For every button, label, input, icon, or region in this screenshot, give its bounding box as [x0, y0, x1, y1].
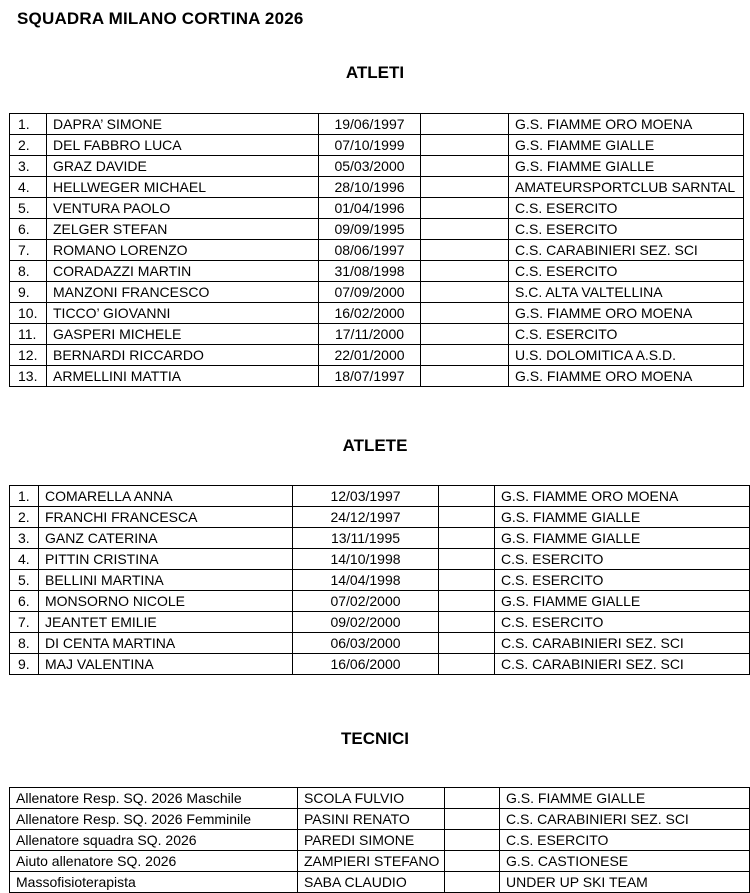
birth-date: 08/06/1997: [319, 240, 421, 261]
athlete-name: DI CENTA MARTINA: [39, 633, 293, 654]
empty-cell: [439, 654, 495, 675]
section-heading-tecnici: TECNICI: [341, 729, 409, 748]
club-name: C.S. ESERCITO: [509, 324, 744, 345]
empty-cell: [421, 177, 509, 198]
table-row: [10, 324, 744, 345]
table-row: [10, 591, 750, 612]
club-name: C.S. ESERCITO: [495, 612, 750, 633]
empty-cell: [421, 366, 509, 387]
club-name: AMATEURSPORTCLUB SARNTAL: [509, 177, 744, 198]
birth-date: 31/08/1998: [319, 261, 421, 282]
table-row: [10, 654, 750, 675]
birth-date: 09/09/1995: [319, 219, 421, 240]
empty-cell: [445, 830, 500, 851]
birth-date: 14/10/1998: [293, 549, 439, 570]
row-number: 4.: [10, 549, 39, 570]
empty-cell: [445, 851, 500, 872]
athlete-name: DEL FABBRO LUCA: [47, 135, 319, 156]
empty-cell: [421, 198, 509, 219]
athlete-name: CORADAZZI MARTIN: [47, 261, 319, 282]
table-row: [10, 219, 744, 240]
athlete-name: PITTIN CRISTINA: [39, 549, 293, 570]
empty-cell: [421, 156, 509, 177]
empty-cell: [439, 486, 495, 507]
table-row: [10, 507, 750, 528]
staff-name: SCOLA FULVIO: [298, 788, 445, 809]
athletes-women-table: [9, 485, 750, 675]
table-row: [10, 486, 750, 507]
table-row: [10, 114, 744, 135]
athlete-name: ARMELLINI MATTIA: [47, 366, 319, 387]
club-name: C.S. CARABINIERI SEZ. SCI: [495, 654, 750, 675]
staff-role: Aiuto allenatore SQ. 2026: [10, 851, 298, 872]
row-number: 8.: [10, 633, 39, 654]
staff-role: Allenatore squadra SQ. 2026: [10, 830, 298, 851]
birth-date: 06/03/2000: [293, 633, 439, 654]
club-name: UNDER UP SKI TEAM: [500, 872, 750, 893]
athlete-name: COMARELLA ANNA: [39, 486, 293, 507]
table-row: [10, 830, 750, 851]
empty-cell: [421, 114, 509, 135]
empty-cell: [421, 219, 509, 240]
row-number: 7.: [10, 612, 39, 633]
empty-cell: [439, 528, 495, 549]
empty-cell: [439, 633, 495, 654]
table-row: [10, 549, 750, 570]
table-row: [10, 303, 744, 324]
table-row: [10, 366, 744, 387]
birth-date: 13/11/1995: [293, 528, 439, 549]
table-row: [10, 135, 744, 156]
club-name: G.S. FIAMME GIALLE: [495, 528, 750, 549]
table-row: [10, 633, 750, 654]
empty-cell: [445, 788, 500, 809]
table-row: [10, 809, 750, 830]
empty-cell: [421, 135, 509, 156]
table-row: [10, 198, 744, 219]
empty-cell: [445, 872, 500, 893]
table-row: [10, 872, 750, 893]
row-number: 9.: [10, 282, 47, 303]
section-heading-atleti: ATLETI: [345, 63, 405, 82]
athlete-name: MAJ VALENTINA: [39, 654, 293, 675]
row-number: 11.: [10, 324, 47, 345]
club-name: C.S. ESERCITO: [509, 198, 744, 219]
birth-date: 16/06/2000: [293, 654, 439, 675]
empty-cell: [421, 345, 509, 366]
birth-date: 24/12/1997: [293, 507, 439, 528]
empty-cell: [421, 282, 509, 303]
staff-name: PASINI RENATO: [298, 809, 445, 830]
birth-date: 22/01/2000: [319, 345, 421, 366]
athlete-name: GRAZ DAVIDE: [47, 156, 319, 177]
club-name: U.S. DOLOMITICA A.S.D.: [509, 345, 744, 366]
table-row: [10, 345, 744, 366]
empty-cell: [421, 303, 509, 324]
club-name: C.S. CARABINIERI SEZ. SCI: [500, 809, 750, 830]
club-name: S.C. ALTA VALTELLINA: [509, 282, 744, 303]
athlete-name: ROMANO LORENZO: [47, 240, 319, 261]
table-row: [10, 240, 744, 261]
staff-role: Allenatore Resp. SQ. 2026 Maschile: [10, 788, 298, 809]
staff-name: ZAMPIERI STEFANO: [298, 851, 445, 872]
club-name: G.S. FIAMME GIALLE: [509, 135, 744, 156]
athlete-name: BELLINI MARTINA: [39, 570, 293, 591]
birth-date: 01/04/1996: [319, 198, 421, 219]
birth-date: 28/10/1996: [319, 177, 421, 198]
empty-cell: [439, 549, 495, 570]
birth-date: 12/03/1997: [293, 486, 439, 507]
row-number: 7.: [10, 240, 47, 261]
athlete-name: MONSORNO NICOLE: [39, 591, 293, 612]
empty-cell: [421, 324, 509, 345]
empty-cell: [445, 809, 500, 830]
athlete-name: VENTURA PAOLO: [47, 198, 319, 219]
athlete-name: ZELGER STEFAN: [47, 219, 319, 240]
club-name: C.S. CARABINIERI SEZ. SCI: [509, 240, 744, 261]
row-number: 2.: [10, 507, 39, 528]
birth-date: 19/06/1997: [319, 114, 421, 135]
athlete-name: GANZ CATERINA: [39, 528, 293, 549]
row-number: 5.: [10, 570, 39, 591]
club-name: G.S. FIAMME ORO MOENA: [495, 486, 750, 507]
athlete-name: TICCO’ GIOVANNI: [47, 303, 319, 324]
athlete-name: BERNARDI RICCARDO: [47, 345, 319, 366]
table-row: [10, 177, 744, 198]
birth-date: 07/10/1999: [319, 135, 421, 156]
table-row: [10, 570, 750, 591]
club-name: G.S. FIAMME ORO MOENA: [509, 303, 744, 324]
club-name: G.S. FIAMME ORO MOENA: [509, 366, 744, 387]
row-number: 3.: [10, 156, 47, 177]
athlete-name: DAPRA’ SIMONE: [47, 114, 319, 135]
table-row: [10, 261, 744, 282]
birth-date: 07/02/2000: [293, 591, 439, 612]
empty-cell: [439, 507, 495, 528]
document-title: SQUADRA MILANO CORTINA 2026: [17, 9, 304, 28]
club-name: G.S. FIAMME GIALLE: [509, 156, 744, 177]
athlete-name: JEANTET EMILIE: [39, 612, 293, 633]
empty-cell: [439, 570, 495, 591]
table-row: [10, 282, 744, 303]
row-number: 1.: [10, 114, 47, 135]
empty-cell: [439, 591, 495, 612]
row-number: 8.: [10, 261, 47, 282]
row-number: 6.: [10, 219, 47, 240]
empty-cell: [439, 612, 495, 633]
club-name: C.S. CARABINIERI SEZ. SCI: [495, 633, 750, 654]
row-number: 5.: [10, 198, 47, 219]
row-number: 9.: [10, 654, 39, 675]
club-name: C.S. ESERCITO: [495, 549, 750, 570]
club-name: G.S. FIAMME GIALLE: [495, 507, 750, 528]
athletes-men-table: [9, 113, 744, 387]
staff-role: Allenatore Resp. SQ. 2026 Femminile: [10, 809, 298, 830]
table-row: [10, 156, 744, 177]
club-name: G.S. FIAMME GIALLE: [500, 788, 750, 809]
athlete-name: MANZONI FRANCESCO: [47, 282, 319, 303]
row-number: 2.: [10, 135, 47, 156]
empty-cell: [421, 261, 509, 282]
technicians-table: [9, 787, 750, 893]
club-name: G.S. FIAMME ORO MOENA: [509, 114, 744, 135]
athlete-name: FRANCHI FRANCESCA: [39, 507, 293, 528]
birth-date: 05/03/2000: [319, 156, 421, 177]
birth-date: 18/07/1997: [319, 366, 421, 387]
row-number: 12.: [10, 345, 47, 366]
table-row: [10, 851, 750, 872]
staff-name: SABA CLAUDIO: [298, 872, 445, 893]
club-name: C.S. ESERCITO: [509, 261, 744, 282]
athlete-name: HELLWEGER MICHAEL: [47, 177, 319, 198]
section-heading-atlete: ATLETE: [342, 436, 408, 455]
birth-date: 16/02/2000: [319, 303, 421, 324]
birth-date: 07/09/2000: [319, 282, 421, 303]
athlete-name: GASPERI MICHELE: [47, 324, 319, 345]
club-name: G.S. CASTIONESE: [500, 851, 750, 872]
row-number: 1.: [10, 486, 39, 507]
row-number: 3.: [10, 528, 39, 549]
row-number: 6.: [10, 591, 39, 612]
birth-date: 09/02/2000: [293, 612, 439, 633]
staff-role: Massofisioterapista: [10, 872, 298, 893]
row-number: 4.: [10, 177, 47, 198]
table-row: [10, 612, 750, 633]
row-number: 10.: [10, 303, 47, 324]
club-name: G.S. FIAMME GIALLE: [495, 591, 750, 612]
birth-date: 17/11/2000: [319, 324, 421, 345]
empty-cell: [421, 240, 509, 261]
club-name: C.S. ESERCITO: [500, 830, 750, 851]
table-row: [10, 528, 750, 549]
row-number: 13.: [10, 366, 47, 387]
club-name: C.S. ESERCITO: [509, 219, 744, 240]
table-row: [10, 788, 750, 809]
birth-date: 14/04/1998: [293, 570, 439, 591]
club-name: C.S. ESERCITO: [495, 570, 750, 591]
staff-name: PAREDI SIMONE: [298, 830, 445, 851]
